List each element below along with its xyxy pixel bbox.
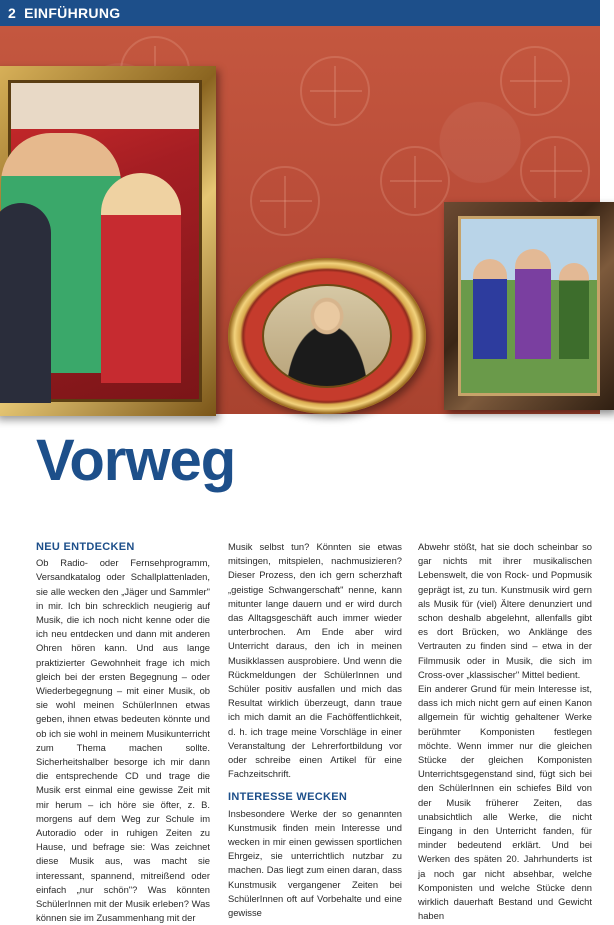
- section-header: [0, 0, 600, 26]
- text-column-2: [228, 540, 402, 920]
- paragraph: Ob Radio- oder Fernsehprogramm, Versandkatalog oder Schallplattenladen, sie alle wecken den „Jäger und Sammler" in mir. Ich bin schrecklich neugierig auf Musik, die ich noch nicht kenne oder die ich neu entdecken und dann mit anderen Ohren hören kann. Und aus lange praktizierter Gewohnheit frage ich mich gleich bei der ersten Begegnung – oder Wiederbegegnung – mit einer Musik, ob sie wohl meinen SchülerInnen etwas geben, ihnen etwas bedeuten könnte und ob ich sie wohl in meinem Musikunterricht zum Thema machen sollte. Sicherheitshalber besorge ich mir dann die entsprechende CD und trage die Musik erst einmal eine gewisse Zeit mit mir herum – ich höre sie öfter, z. B. morgens auf dem Weg zur Schule im Autoradio oder in ruhigen Zeiten zu Hause, und befrage sie: Was zeichnet diese Musik aus, was macht sie interessant, spannend, mitreißend oder einfach „nur schön"? Was könnten SchülerInnen mit der Musik erleben? Was können sie im Zusammenhang mit der: [36, 557, 210, 924]
- framed-portrait-composer: [228, 258, 426, 414]
- framed-photo-children-dancing: [444, 202, 614, 410]
- framed-photo-children-singing: [0, 66, 216, 416]
- text-column-1: [36, 540, 210, 925]
- paragraph: Abwehr stößt, hat sie doch scheinbar so gar nichts mit ihrer musikalischen Lebenswelt, die von Rock- und Popmusik geprägt ist, zu tun. Kunstmusik wird gern als Musik für (viel) Ältere denunziert und schon deshalb abgelehnt, allenfalls gibt es dort Brücken, wo Anklänge des Vertrauten zu finden sind – etwa in der Filmmusik oder in Musik, die sich im Cross-over „klassischer" Mittel bedient.: [418, 541, 592, 680]
- wallpaper-ornament: [380, 146, 450, 216]
- header-image-collage: [0, 26, 600, 414]
- wallpaper-ornament: [520, 136, 590, 206]
- wallpaper-ornament: [300, 56, 370, 126]
- heading-interesse-wecken: INTERESSE WECKEN: [228, 791, 348, 804]
- page-title: Vorweg: [36, 428, 236, 493]
- wallpaper-ornament: [500, 46, 570, 116]
- wallpaper-ornament: [250, 166, 320, 236]
- paragraph: Ein anderer Grund für mein Interesse ist, dass ich mich nicht gern auf einen Kanon allgemein für wichtig gehaltener Werke berühmter Komponisten festlegen möchte. Wenn immer nur die gleichen Stücke der gleichen Komponisten Unterrichtsgegenstand sind, fügt sich bei den SchülerInnen ein schiefes Bild von der Musik früherer Zeiten, das unabsichtlich alle Werke, die nicht Eingang in den Unterricht fanden, für minder bedeutend erklärt. Und bei Werken des späten 20. Jahrhunderts ist ja noch gar nicht absehbar, welche Komponisten und welche Stücke denn wirklich dauerhaft Bestand und Gewicht haben: [418, 683, 592, 922]
- paragraph: Musik selbst tun? Könnten sie etwas mitsingen, mitspielen, nachmusizieren? Dieser Prozess, den ich gern scherzhaft „geistige Schwangerschaft" nenne, kann mitunter lange dauern und er wird durch das Alltagsgeschäft auch immer wieder unterbrochen. Am Ende aber wird Unterricht daraus, den ich in meinen Musikklassen ausprobiere. Und wenn die Rückmeldungen der SchülerInnen und Schüler positiv ausfallen und mich das Resultat wirklich überzeugt, dann traue ich mich damit an die Fachöffentlichkeit, d. h. ich trage meine Vorschläge in einer Veranstaltung der Lehrerfortbildung vor oder schreibe einen Artikel für eine Fachzeitschrift.: [228, 541, 402, 780]
- heading-neu-entdecken: NEU ENTDECKEN: [36, 541, 135, 553]
- section-title: EINFÜHRUNG: [24, 5, 121, 21]
- text-column-3: [418, 540, 592, 923]
- page-number: 2: [8, 5, 17, 21]
- paragraph: Insbesondere Werke der so genannten Kunstmusik finden mein Interesse und wecken in mir einen gewissen sportlichen Ehrgeiz, sie unterrichtlich nutzbar zu machen. Das liegt zum einen daran, dass Kunstmusik vergangener Zeiten bei SchülerInnen oft auf Vorbehalte und eine gewisse: [228, 807, 402, 919]
